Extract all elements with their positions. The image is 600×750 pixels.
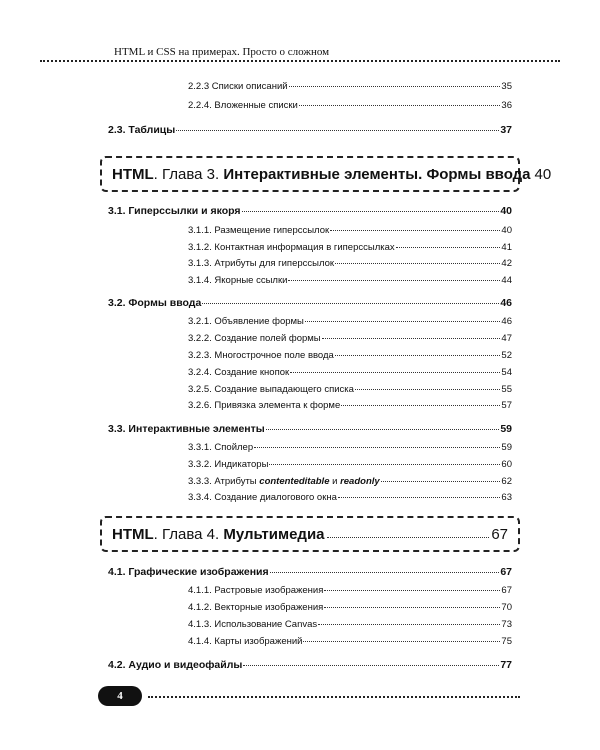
chapter-prefix: HTML	[112, 525, 154, 543]
toc-entry[interactable]	[188, 242, 512, 253]
toc-entry-page: 42	[501, 258, 512, 269]
leader-dots	[322, 338, 501, 339]
toc-section-page: 59	[500, 423, 512, 435]
toc-section[interactable]	[108, 124, 512, 136]
chapter-title: Интерактивные элементы. Формы ввода	[223, 165, 531, 183]
toc-entry-label: 4.1.4. Карты изображений	[188, 636, 303, 647]
leader-dots	[330, 230, 500, 231]
toc-chapter-4[interactable]	[100, 516, 520, 552]
leader-dots	[338, 497, 501, 498]
toc-entry-page: 40	[501, 225, 512, 236]
page-number: 4	[117, 690, 123, 702]
toc-section[interactable]	[108, 205, 512, 217]
toc-entry-label	[188, 476, 380, 487]
toc-entry-page: 63	[501, 492, 512, 503]
toc-entry[interactable]	[188, 100, 512, 111]
toc-section[interactable]	[108, 423, 512, 435]
toc-entry[interactable]	[188, 459, 512, 470]
toc-entry-page: 55	[501, 384, 512, 395]
toc-section[interactable]	[108, 297, 512, 309]
toc-entry-page: 54	[501, 367, 512, 378]
leader-dots	[243, 665, 499, 666]
toc-entry-page: 60	[501, 459, 512, 470]
toc-section-page: 67	[500, 566, 512, 578]
toc-entry[interactable]	[188, 275, 512, 286]
toc-entry-page: 47	[501, 333, 512, 344]
toc-section-label: 3.3. Интерактивные элементы	[108, 423, 265, 435]
toc-entry[interactable]	[188, 442, 512, 453]
leader-dots	[381, 481, 501, 482]
toc-section-page: 77	[500, 659, 512, 671]
toc-entry[interactable]	[188, 585, 512, 596]
chapter-title: Мультимедиа	[223, 525, 325, 543]
toc-section-page: 46	[500, 297, 512, 309]
code-term: readonly	[340, 476, 380, 487]
toc-entry-label: 3.1.2. Контактная информация в гиперссылках	[188, 242, 395, 253]
toc-entry-label: 3.2.6. Привязка элемента к форме	[188, 400, 341, 411]
toc-entry-page: 41	[501, 242, 512, 253]
footer-divider	[148, 696, 520, 698]
leader-dots	[290, 372, 500, 373]
toc-entry[interactable]	[188, 384, 512, 395]
leader-dots	[355, 389, 501, 390]
chapter-prefix: HTML	[112, 165, 154, 183]
chapter-number: . Глава 3.	[153, 165, 224, 183]
toc-entry-page: 73	[501, 619, 512, 630]
toc-entry-label: 3.2.5. Создание выпадающего списка	[188, 384, 354, 395]
running-header: HTML и CSS на примерах. Просто о сложном	[114, 46, 330, 58]
toc-section[interactable]	[108, 659, 512, 671]
leader-dots	[341, 405, 500, 406]
toc-entry-label: 3.3.1. Спойлер	[188, 442, 254, 453]
page-number-badge	[98, 686, 142, 706]
toc-entry[interactable]	[188, 81, 512, 92]
leader-dots	[327, 537, 490, 538]
leader-dots	[335, 355, 501, 356]
toc-section-label: 3.1. Гиперссылки и якоря	[108, 205, 241, 217]
toc-entry[interactable]	[188, 316, 512, 327]
toc-entry-label-text: и	[329, 476, 341, 487]
toc-entry[interactable]	[188, 400, 512, 411]
toc-entry-label: 3.3.4. Создание диалогового окна	[188, 492, 337, 503]
leader-dots	[305, 321, 501, 322]
toc-entry-label: 3.2.2. Создание полей формы	[188, 333, 321, 344]
toc-entry-label: 3.2.1. Объявление формы	[188, 316, 304, 327]
toc-entry-page: 46	[501, 316, 512, 327]
toc-section[interactable]	[108, 566, 512, 578]
toc-entry[interactable]	[188, 636, 512, 647]
leader-dots	[299, 105, 501, 106]
toc-section-label: 3.2. Формы ввода	[108, 297, 202, 309]
toc-entry[interactable]	[188, 602, 512, 613]
leader-dots	[176, 130, 499, 131]
toc-entry[interactable]	[188, 350, 512, 361]
toc-entry-label: 3.2.4. Создание кнопок	[188, 367, 290, 378]
toc-entry-label: 3.1.4. Якорные ссылки	[188, 275, 288, 286]
toc-entry-label: 4.1.1. Растровые изображения	[188, 585, 324, 596]
toc-entry[interactable]	[188, 492, 512, 503]
leader-dots	[324, 590, 500, 591]
toc-entry-page: 52	[501, 350, 512, 361]
leader-dots	[270, 572, 500, 573]
toc-entry-page: 62	[501, 476, 512, 487]
leader-dots	[266, 429, 500, 430]
chapter-page: 40	[534, 165, 552, 183]
leader-dots	[269, 464, 500, 465]
toc-entry-label: 4.1.3. Использование Canvas	[188, 619, 318, 630]
toc-section-label: 2.3. Таблицы	[108, 124, 176, 136]
toc-chapter-3[interactable]	[100, 156, 552, 192]
toc-entry-label: 3.1.1. Размещение гиперссылок	[188, 225, 330, 236]
toc-entry-label: 4.1.2. Векторные изображения	[188, 602, 324, 613]
leader-dots	[242, 211, 500, 212]
leader-dots	[289, 86, 501, 87]
leader-dots	[318, 624, 500, 625]
toc-entry-page: 57	[501, 400, 512, 411]
toc-entry[interactable]	[188, 367, 512, 378]
code-term: contenteditable	[259, 476, 330, 487]
leader-dots	[396, 247, 501, 248]
toc-entry-label: 2.2.3 Списки описаний	[188, 81, 288, 92]
chapter-page: 67	[491, 525, 508, 543]
toc-entry[interactable]	[188, 619, 512, 630]
toc-entry-page: 36	[501, 100, 512, 111]
chapter-number: . Глава 4.	[153, 525, 224, 543]
toc-entry-page: 67	[501, 585, 512, 596]
toc-entry-label-text: 3.3.3. Атрибуты	[188, 476, 260, 487]
toc-entry[interactable]	[188, 333, 512, 344]
toc-entry-page: 44	[501, 275, 512, 286]
leader-dots	[335, 263, 500, 264]
leader-dots	[254, 447, 500, 448]
header-divider	[40, 60, 560, 62]
toc-entry[interactable]	[188, 476, 512, 487]
toc-section-page: 37	[500, 124, 512, 136]
leader-dots	[303, 641, 500, 642]
toc-entry-label: 2.2.4. Вложенные списки	[188, 100, 298, 111]
toc-entry-page: 75	[501, 636, 512, 647]
toc-entry-label: 3.1.3. Атрибуты для гиперссылок	[188, 258, 335, 269]
toc-entry-page: 70	[501, 602, 512, 613]
toc-section-label: 4.1. Графические изображения	[108, 566, 269, 578]
toc-entry[interactable]	[188, 225, 512, 236]
toc-entry-label: 3.2.3. Многострочное поле ввода	[188, 350, 334, 361]
toc-section-page: 40	[500, 205, 512, 217]
toc-entry-page: 59	[501, 442, 512, 453]
leader-dots	[288, 280, 500, 281]
leader-dots	[324, 607, 500, 608]
toc-section-label: 4.2. Аудио и видеофайлы	[108, 659, 243, 671]
toc-entry-page: 35	[501, 81, 512, 92]
toc-entry[interactable]	[188, 258, 512, 269]
leader-dots	[202, 303, 499, 304]
toc-entry-label: 3.3.2. Индикаторы	[188, 459, 269, 470]
